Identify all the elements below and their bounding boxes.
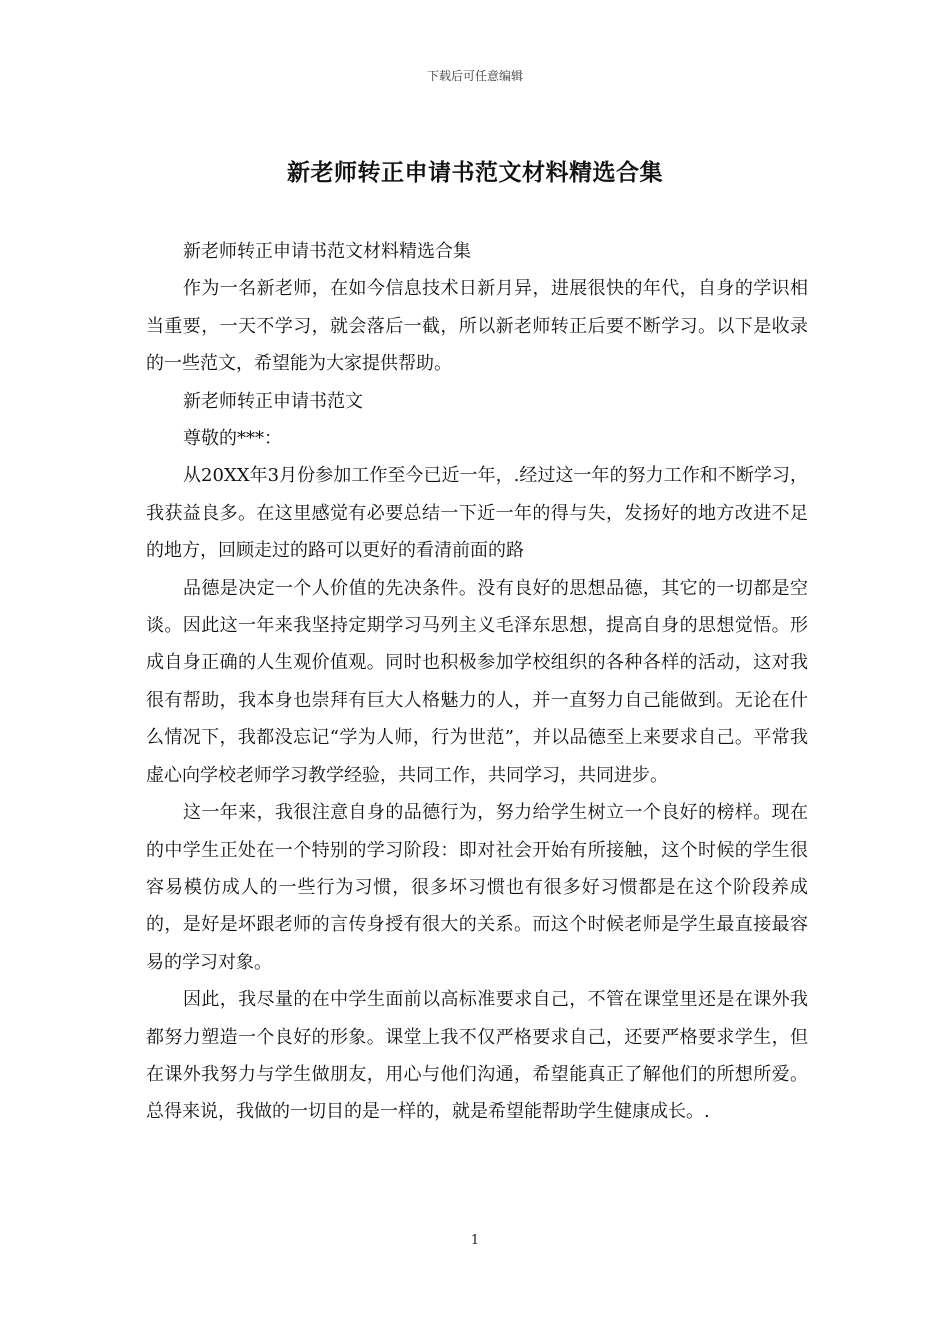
paragraph-body: 品德是决定一个人价值的先决条件。没有良好的思想品德，其它的一切都是空谈。因此这一年来我坚持定期学习马列主义毛泽东思想，提高自身的思想觉悟。形成自身正确的人生观价值观。同时也积极参加学校组织的各种各样的活动，这对我很有帮助，我本身也崇拜有巨大人格魅力的人，并一直努力自己能做到。无论在什么情况下，我都没忘记“学为人师，行为世范”，并以品德至上来要求自己。平常我虚心向学校老师学习教学经验，共同工作，共同学习，共同进步。	[146, 577, 808, 786]
page-header-note: 下载后可任意编辑	[426, 69, 523, 83]
page-number: 1	[470, 1233, 480, 1248]
paragraph-salutation: 尊敬的***：	[183, 428, 282, 450]
paragraph-body: 因此，我尽量的在中学生面前以高标准要求自己，不管在课堂里还是在课外我都努力塑造一个良好的形象。课堂上我不仅严格要求自己，还要严格要求学生，但在课外我努力与学生做朋友，用心与他们沟通，希望能真正了解他们的所想所爱。总得来说，我做的一切目的是一样的，就是希望能帮助学生健康成长。.	[146, 989, 808, 1123]
paragraph-intro: 作为一名新老师，在如今信息技术日新月异，进展很快的年代，自身的学识相当重要，一天不学习，就会落后一截，所以新老师转正后要不断学习。以下是收录的一些范文，希望能为大家提供帮助。	[146, 278, 808, 375]
paragraph-body: 这一年来，我很注意自身的品德行为，努力给学生树立一个良好的榜样。现在的中学生正处在一个特别的学习阶段：即对社会开始有所接触，这个时候的学生很容易模仿成人的一些行为习惯，很多坏习惯也有很多好习惯都是在这个阶段养成的，是好是坏跟老师的言传身授有很大的关系。而这个时候老师是学生最直接最容易的学习对象。	[146, 802, 808, 973]
document-title: 新老师转正申请书范文材料精选合集	[287, 159, 663, 186]
document-body	[146, 233, 808, 1131]
paragraph-section-heading: 新老师转正申请书范文	[183, 390, 363, 412]
paragraph-body: 从20XX年3月份参加工作至今已近一年，.经过这一年的努力工作和不断学习，我获益良多。在这里感觉有必要总结一下近一年的得与失，发扬好的地方改进不足的地方，回顾走过的路可以更好的看清前面的路	[146, 465, 808, 562]
paragraph-subtitle: 新老师转正申请书范文材料精选合集	[183, 241, 471, 262]
